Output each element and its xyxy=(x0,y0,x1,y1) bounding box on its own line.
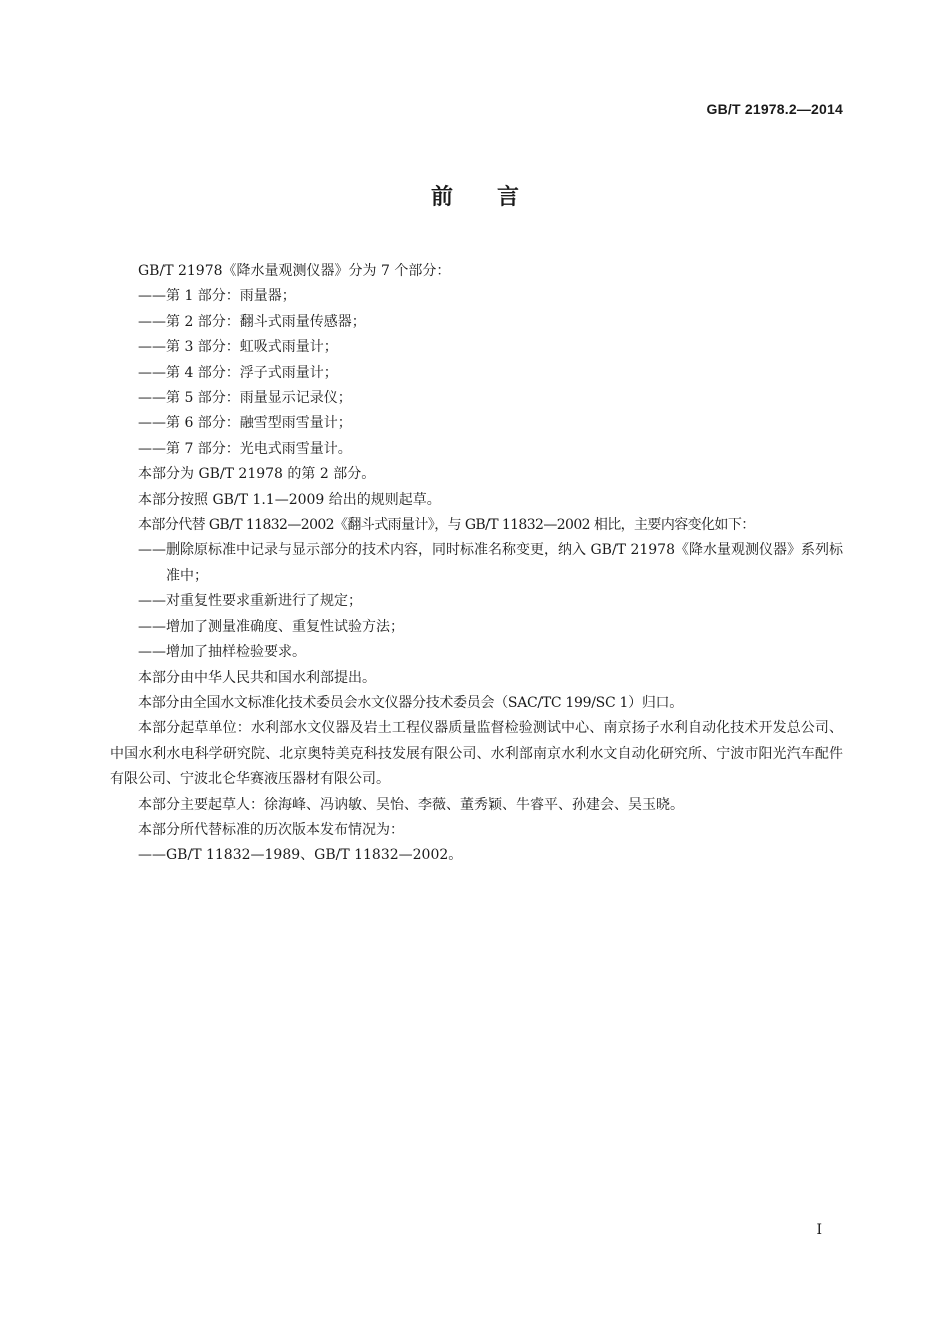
page-number: I xyxy=(816,1222,822,1238)
part-list-item: ——第 2 部分：翻斗式雨量传感器； xyxy=(138,313,366,330)
standard-number: GB/T 21978.2—2014 xyxy=(706,101,843,117)
page-title: 前言 xyxy=(430,185,563,210)
change-list-item: ——增加了测量准确度、重复性试验方法； xyxy=(138,618,404,635)
proposed-by: 本部分由中华人民共和国水利部提出。 xyxy=(138,669,376,686)
drafting-rule: 本部分按照 GB/T 1.1—2009 给出的规则起草。 xyxy=(138,491,441,508)
change-list-item: ——对重复性要求重新进行了规定； xyxy=(138,593,362,610)
part-list-item: ——第 7 部分：光电式雨雪量计。 xyxy=(138,440,352,457)
part-statement: 本部分为 GB/T 21978 的第 2 部分。 xyxy=(138,466,376,483)
part-list-item: ——第 3 部分：虹吸式雨量计； xyxy=(138,339,338,356)
foreword-body xyxy=(110,259,843,869)
replacement-paragraph: 本部分代替 GB/T 11832—2002《翻斗式雨量计》，与 GB/T 11832—2002 相比，主要内容变化如下： xyxy=(138,517,755,534)
part-list-item: ——第 5 部分：雨量显示记录仪； xyxy=(138,390,352,407)
managed-by: 本部分由全国水文标准化技术委员会水文仪器分技术委员会（SAC/TC 199/SC 1）归口。 xyxy=(138,694,683,711)
history-item: ——GB/T 11832—1989、GB/T 11832—2002。 xyxy=(138,847,463,864)
change-list-item: ——增加了抽样检验要求。 xyxy=(138,644,306,661)
drafting-units: 本部分起草单位：水利部水文仪器及岩土工程仪器质量监督检验测试中心、南京扬子水利自动化技术开发总公司、中国水利水电科学研究院、北京奥特美克科技发展有限公司、水利部南京水利水文自动化研究所、宁波市阳光汽车配件有限公司、宁波北仑华赛液压器材有限公司。 xyxy=(110,720,843,788)
intro-paragraph: GB/T 21978《降水量观测仪器》分为 7 个部分： xyxy=(138,263,451,279)
part-list-item: ——第 1 部分：雨量器； xyxy=(138,288,296,305)
change-list-item: ——删除原标准中记录与显示部分的技术内容，同时标准名称变更，纳入 GB/T 21978《降水量观测仪器》系列标准中； xyxy=(138,542,843,584)
history-intro: 本部分所代替标准的历次版本发布情况为： xyxy=(138,821,404,838)
part-list-item: ——第 4 部分：浮子式雨量计； xyxy=(138,364,338,381)
drafters: 本部分主要起草人：徐海峰、冯讷敏、吴怡、李薇、董秀颖、牛睿平、孙建会、吴玉晓。 xyxy=(138,796,684,813)
part-list-item: ——第 6 部分：融雪型雨雪量计； xyxy=(138,415,352,432)
